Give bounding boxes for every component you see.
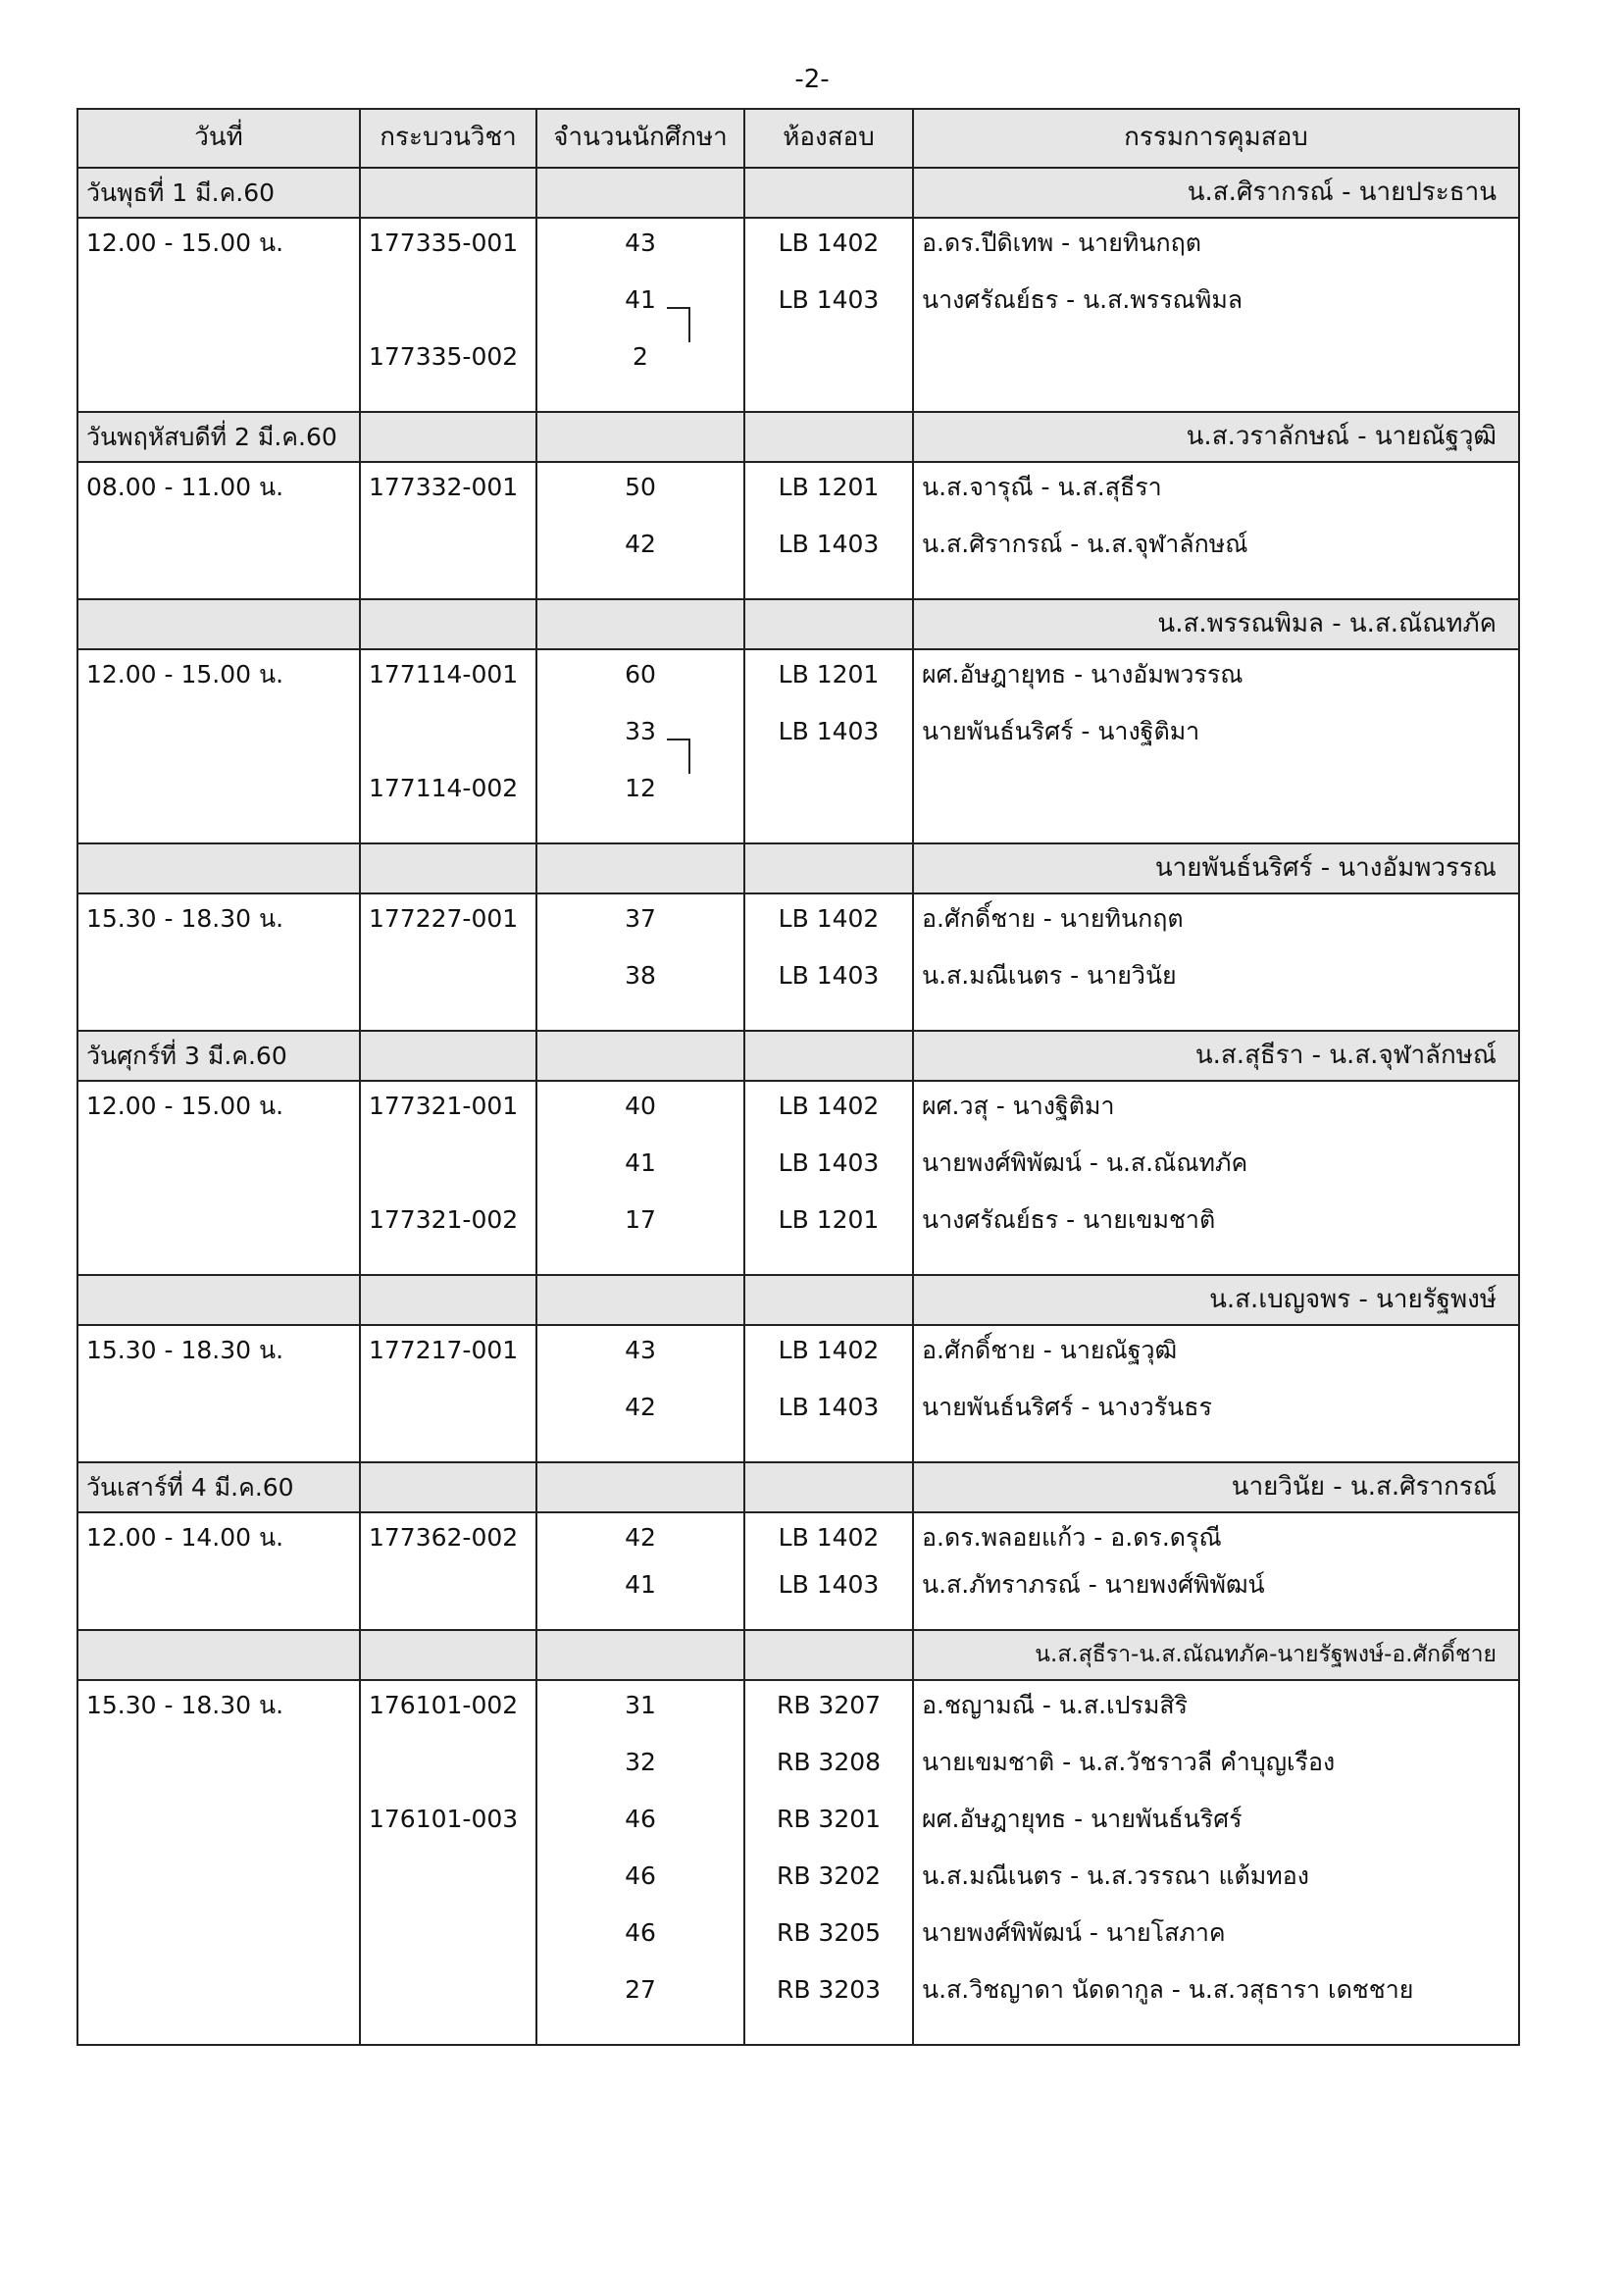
course-section (360, 285, 536, 342)
student-count-text: 41 (625, 1148, 656, 1177)
table-row (77, 649, 1519, 717)
course-section (360, 1918, 536, 1975)
student-count (536, 1081, 744, 1148)
exam-room (744, 774, 913, 843)
proctor-names (913, 1861, 1519, 1918)
proctor-names (913, 893, 1519, 961)
proctor-names (913, 1148, 1519, 1205)
proctor-names (913, 1680, 1519, 1748)
proctor-names-text: ผศ.อัษฎายุทธ - นางอัมพวรรณ (922, 660, 1243, 688)
table-body (77, 168, 1519, 2045)
exam-room-text: LB 1403 (778, 1570, 880, 1599)
course-section (360, 530, 536, 599)
course-section-text: 177321-001 (369, 1092, 519, 1120)
exam-room-text: RB 3207 (776, 1691, 882, 1719)
brace-mark (667, 739, 690, 774)
course-section (360, 1393, 536, 1462)
proctor-names (913, 1570, 1519, 1630)
exam-room-text: LB 1403 (778, 1148, 880, 1177)
exam-time (77, 218, 360, 285)
exam-room-text: RB 3205 (776, 1918, 882, 1947)
exam-room (744, 1205, 913, 1275)
proctor-names-text: นางศรัณย์ธร - น.ส.พรรณพิมล (922, 285, 1243, 314)
exam-room (744, 1512, 913, 1570)
proctor-names (913, 285, 1519, 342)
exam-time (77, 893, 360, 961)
student-count (536, 1975, 744, 2045)
table-row (77, 1512, 1519, 1570)
exam-time-text: 08.00 - 11.00 น. (86, 473, 284, 501)
group-blank (360, 1031, 536, 1081)
exam-room-text: LB 1201 (778, 473, 880, 501)
table-row (77, 1081, 1519, 1148)
group-blank (360, 599, 536, 649)
student-count (536, 1205, 744, 1275)
group-blank (536, 1275, 744, 1325)
table-row (77, 285, 1519, 342)
group-lead-proctors: น.ส.ศิรากรณ์ - นายประธาน (913, 168, 1519, 218)
group-day: วันศุกร์ที่ 3 มี.ค.60 (77, 1031, 360, 1081)
header-section: กระบวนวิชา (360, 109, 536, 168)
exam-time (77, 1680, 360, 1748)
student-count-text: 40 (625, 1092, 656, 1120)
group-day (77, 1630, 360, 1680)
student-count (536, 342, 744, 412)
exam-time (77, 774, 360, 843)
exam-room-text: LB 1402 (778, 904, 880, 933)
group-blank (744, 599, 913, 649)
student-count (536, 462, 744, 530)
brace-mark (667, 307, 690, 342)
header-room: ห้องสอบ (744, 109, 913, 168)
student-count (536, 649, 744, 717)
student-count-text: 43 (625, 229, 656, 257)
exam-room-text: RB 3208 (776, 1748, 882, 1776)
student-count-text: 46 (625, 1918, 656, 1947)
table-row (77, 961, 1519, 1031)
proctor-names (913, 1205, 1519, 1275)
table-row (77, 1748, 1519, 1805)
exam-room (744, 1325, 913, 1393)
exam-room-text: LB 1403 (778, 961, 880, 990)
student-count-text: 31 (625, 1691, 656, 1719)
exam-room-text: LB 1402 (778, 1092, 880, 1120)
group-lead-proctors: นายพันธ์นริศร์ - นางอัมพวรรณ (913, 843, 1519, 893)
course-section-text: 177335-001 (369, 229, 519, 257)
group-blank (744, 1462, 913, 1512)
student-count-text: 27 (625, 1975, 656, 2004)
proctor-names (913, 1393, 1519, 1462)
table-row (77, 774, 1519, 843)
course-section (360, 342, 536, 412)
exam-room-text: LB 1402 (778, 1336, 880, 1364)
proctor-names-text: นายพงศ์พิพัฒน์ - น.ส.ณัณทภัค (922, 1148, 1248, 1177)
proctor-names (913, 1512, 1519, 1570)
exam-time-text: 12.00 - 15.00 น. (86, 229, 284, 257)
group-blank (744, 843, 913, 893)
proctor-names (913, 774, 1519, 843)
table-row (77, 1148, 1519, 1205)
group-blank (536, 599, 744, 649)
exam-time-text: 12.00 - 14.00 น. (86, 1523, 284, 1552)
student-count-text: 17 (625, 1205, 656, 1234)
exam-time (77, 1081, 360, 1148)
student-count-text: 43 (625, 1336, 656, 1364)
exam-time (77, 462, 360, 530)
proctor-names-text: นางศรัณย์ธร - นายเขมชาติ (922, 1205, 1216, 1234)
exam-room (744, 649, 913, 717)
student-count (536, 1512, 744, 1570)
course-section (360, 1570, 536, 1630)
group-header-row (77, 1630, 1519, 1680)
proctor-names (913, 342, 1519, 412)
proctor-names (913, 1975, 1519, 2045)
group-blank (536, 1462, 744, 1512)
exam-time-text: 15.30 - 18.30 น. (86, 904, 284, 933)
student-count (536, 1680, 744, 1748)
group-day: วันเสาร์ที่ 4 มี.ค.60 (77, 1462, 360, 1512)
table-row (77, 218, 1519, 285)
proctor-names (913, 1805, 1519, 1861)
group-header-row (77, 1462, 1519, 1512)
group-blank (744, 1630, 913, 1680)
course-section (360, 1205, 536, 1275)
course-section-text: 177332-001 (369, 473, 519, 501)
exam-room (744, 1748, 913, 1805)
course-section (360, 774, 536, 843)
exam-room (744, 1393, 913, 1462)
exam-room (744, 961, 913, 1031)
proctor-names-text: ผศ.อัษฎายุทธ - นายพันธ์นริศร์ (922, 1805, 1243, 1833)
proctor-names (913, 1748, 1519, 1805)
proctor-names-text: นายพันธ์นริศร์ - นางฐิติมา (922, 717, 1200, 745)
group-header-row (77, 1031, 1519, 1081)
exam-time (77, 1918, 360, 1975)
proctor-names (913, 961, 1519, 1031)
group-blank (360, 168, 536, 218)
table-row (77, 1918, 1519, 1975)
exam-room (744, 1805, 913, 1861)
table-row (77, 1570, 1519, 1630)
header-date: วันที่ (77, 109, 360, 168)
proctor-names (913, 218, 1519, 285)
table-row (77, 1680, 1519, 1748)
group-header-row (77, 843, 1519, 893)
table-row (77, 1393, 1519, 1462)
exam-time-text: 15.30 - 18.30 น. (86, 1691, 284, 1719)
exam-room (744, 1680, 913, 1748)
exam-room (744, 285, 913, 342)
group-blank (360, 843, 536, 893)
exam-time (77, 717, 360, 774)
course-section-text: 177362-002 (369, 1523, 519, 1552)
exam-room (744, 1570, 913, 1630)
student-count (536, 1861, 744, 1918)
student-count-text: 46 (625, 1805, 656, 1833)
course-section (360, 1748, 536, 1805)
exam-time (77, 342, 360, 412)
course-section (360, 1081, 536, 1148)
student-count-text: 2 (633, 342, 648, 371)
exam-time (77, 649, 360, 717)
student-count-text: 38 (625, 961, 656, 990)
exam-time-text: 12.00 - 15.00 น. (86, 660, 284, 688)
group-day (77, 843, 360, 893)
course-section (360, 1148, 536, 1205)
table-row (77, 1805, 1519, 1861)
header-proctors: กรรมการคุมสอบ (913, 109, 1519, 168)
exam-room-text: LB 1402 (778, 1523, 880, 1552)
course-section-text: 177114-002 (369, 774, 519, 802)
group-lead-proctors: น.ส.วราลักษณ์ - นายณัฐวุฒิ (913, 412, 1519, 462)
exam-time (77, 1325, 360, 1393)
student-count-text: 33 (625, 717, 656, 745)
group-blank (536, 1630, 744, 1680)
group-lead-proctors: น.ส.สุธีรา-น.ส.ณัณทภัค-นายรัฐพงษ์-อ.ศักดิ์ชาย (913, 1630, 1519, 1680)
group-blank (360, 1462, 536, 1512)
student-count-text: 50 (625, 473, 656, 501)
student-count-text: 37 (625, 904, 656, 933)
exam-room (744, 218, 913, 285)
group-header-row (77, 412, 1519, 462)
group-blank (536, 168, 744, 218)
proctor-names (913, 1918, 1519, 1975)
group-lead-proctors: นายวินัย - น.ส.ศิรากรณ์ (913, 1462, 1519, 1512)
proctor-names (913, 462, 1519, 530)
group-blank (744, 1031, 913, 1081)
proctor-names-text: น.ส.มณีเนตร - น.ส.วรรณา แต้มทอง (922, 1861, 1309, 1890)
student-count (536, 1148, 744, 1205)
course-section (360, 218, 536, 285)
exam-room-text: LB 1201 (778, 660, 880, 688)
student-count-text: 12 (625, 774, 656, 802)
student-count-text: 60 (625, 660, 656, 688)
student-count (536, 1393, 744, 1462)
header-row (77, 109, 1519, 168)
group-blank (536, 1031, 744, 1081)
exam-time (77, 285, 360, 342)
group-day (77, 1275, 360, 1325)
proctor-names-text: น.ส.ศิรากรณ์ - น.ส.จุฬาลักษณ์ (922, 530, 1248, 558)
exam-time (77, 1975, 360, 2045)
exam-room-text: RB 3201 (776, 1805, 882, 1833)
group-blank (360, 412, 536, 462)
group-day: วันพฤหัสบดีที่ 2 มี.ค.60 (77, 412, 360, 462)
table-row (77, 342, 1519, 412)
course-section (360, 1325, 536, 1393)
table-row (77, 1205, 1519, 1275)
student-count (536, 218, 744, 285)
student-count-text: 41 (625, 285, 656, 314)
group-blank (360, 1275, 536, 1325)
proctor-names (913, 1081, 1519, 1148)
course-section-text: 176101-003 (369, 1805, 519, 1833)
exam-room (744, 462, 913, 530)
exam-time-text: 12.00 - 15.00 น. (86, 1092, 284, 1120)
course-section (360, 1680, 536, 1748)
group-day: วันพุธที่ 1 มี.ค.60 (77, 168, 360, 218)
proctor-names-text: น.ส.วิชญาดา นัดดากูล - น.ส.วสุธารา เดชชาย (922, 1975, 1414, 2004)
exam-room (744, 1081, 913, 1148)
table-row (77, 893, 1519, 961)
exam-time (77, 1512, 360, 1570)
student-count-text: 41 (625, 1570, 656, 1599)
student-count-text: 46 (625, 1861, 656, 1890)
exam-room (744, 717, 913, 774)
proctor-names-text: อ.ดร.ปีดิเทพ - นายทินกฤต (922, 229, 1201, 257)
group-lead-proctors: น.ส.สุธีรา - น.ส.จุฬาลักษณ์ (913, 1031, 1519, 1081)
exam-room (744, 1861, 913, 1918)
student-count-text: 42 (625, 530, 656, 558)
course-section (360, 961, 536, 1031)
course-section (360, 462, 536, 530)
exam-room-text: LB 1403 (778, 717, 880, 745)
table-row (77, 530, 1519, 599)
student-count-text: 42 (625, 1523, 656, 1552)
proctor-names-text: น.ส.ภัทราภรณ์ - นายพงศ์พิพัฒน์ (922, 1570, 1265, 1599)
proctor-names (913, 1325, 1519, 1393)
course-section (360, 893, 536, 961)
exam-time (77, 1805, 360, 1861)
exam-room-text: LB 1403 (778, 530, 880, 558)
student-count (536, 1805, 744, 1861)
exam-room (744, 1148, 913, 1205)
group-blank (744, 168, 913, 218)
course-section-text: 177114-001 (369, 660, 519, 688)
group-lead-proctors: น.ส.เบญจพร - นายรัฐพงษ์ (913, 1275, 1519, 1325)
exam-room-text: LB 1403 (778, 285, 880, 314)
course-section-text: 177227-001 (369, 904, 519, 933)
proctor-names (913, 649, 1519, 717)
group-blank (360, 1630, 536, 1680)
proctor-names-text: นายพงศ์พิพัฒน์ - นายโสภาค (922, 1918, 1226, 1947)
proctor-names-text: อ.ดร.พลอยแก้ว - อ.ดร.ดรุณี (922, 1523, 1222, 1552)
proctor-names-text: อ.ศักดิ์ชาย - นายทินกฤต (922, 904, 1184, 933)
course-section (360, 1975, 536, 2045)
student-count-text: 42 (625, 1393, 656, 1421)
proctor-names-text: อ.ชญามณี - น.ส.เปรมสิริ (922, 1691, 1189, 1719)
exam-room-text: LB 1403 (778, 1393, 880, 1421)
course-section (360, 717, 536, 774)
table-row (77, 1861, 1519, 1918)
student-count (536, 1570, 744, 1630)
exam-room-text: LB 1201 (778, 1205, 880, 1234)
group-blank (744, 1275, 913, 1325)
proctor-names-text: นายเขมชาติ - น.ส.วัชราวลี คำบุญเรือง (922, 1748, 1336, 1776)
group-lead-proctors: น.ส.พรรณพิมล - น.ส.ณัณทภัค (913, 599, 1519, 649)
student-count-text: 32 (625, 1748, 656, 1776)
student-count (536, 961, 744, 1031)
student-count (536, 1918, 744, 1975)
student-count (536, 717, 744, 774)
group-header-row (77, 168, 1519, 218)
course-section-text: 176101-002 (369, 1691, 519, 1719)
proctor-names (913, 717, 1519, 774)
exam-room (744, 530, 913, 599)
exam-room (744, 1918, 913, 1975)
table-row (77, 717, 1519, 774)
course-section-text: 177335-002 (369, 342, 519, 371)
proctor-names (913, 530, 1519, 599)
table-row (77, 1975, 1519, 2045)
proctor-names-text: นายพันธ์นริศร์ - นางวรันธร (922, 1393, 1212, 1421)
exam-time (77, 1748, 360, 1805)
group-blank (744, 412, 913, 462)
header-students: จำนวนนักศึกษา (536, 109, 744, 168)
exam-time (77, 530, 360, 599)
group-blank (536, 412, 744, 462)
exam-room (744, 893, 913, 961)
student-count (536, 285, 744, 342)
group-header-row (77, 1275, 1519, 1325)
exam-time (77, 1393, 360, 1462)
course-section (360, 649, 536, 717)
exam-room-text: RB 3203 (776, 1975, 882, 2004)
group-header-row (77, 599, 1519, 649)
proctor-names-text: น.ส.มณีเนตร - นายวินัย (922, 961, 1177, 990)
page-number: -2- (794, 65, 830, 94)
student-count (536, 1748, 744, 1805)
exam-time (77, 1148, 360, 1205)
student-count (536, 774, 744, 843)
proctor-names-text: ผศ.วสุ - นางฐิติมา (922, 1092, 1115, 1120)
exam-room-text: LB 1402 (778, 229, 880, 257)
exam-time (77, 1861, 360, 1918)
exam-time (77, 1570, 360, 1630)
student-count (536, 1325, 744, 1393)
student-count (536, 530, 744, 599)
exam-room (744, 342, 913, 412)
group-day (77, 599, 360, 649)
proctor-names-text: น.ส.จารุณี - น.ส.สุธีรา (922, 473, 1162, 501)
student-count (536, 893, 744, 961)
exam-time (77, 961, 360, 1031)
exam-room-text: RB 3202 (776, 1861, 882, 1890)
exam-time (77, 1205, 360, 1275)
course-section (360, 1805, 536, 1861)
group-blank (536, 843, 744, 893)
exam-schedule-table (76, 108, 1520, 2046)
table-row (77, 462, 1519, 530)
table-row (77, 1325, 1519, 1393)
proctor-names-text: อ.ศักดิ์ชาย - นายณัฐวุฒิ (922, 1336, 1178, 1364)
course-section-text: 177321-002 (369, 1205, 519, 1234)
exam-room (744, 1975, 913, 2045)
course-section (360, 1861, 536, 1918)
course-section (360, 1512, 536, 1570)
exam-time-text: 15.30 - 18.30 น. (86, 1336, 284, 1364)
course-section-text: 177217-001 (369, 1336, 519, 1364)
